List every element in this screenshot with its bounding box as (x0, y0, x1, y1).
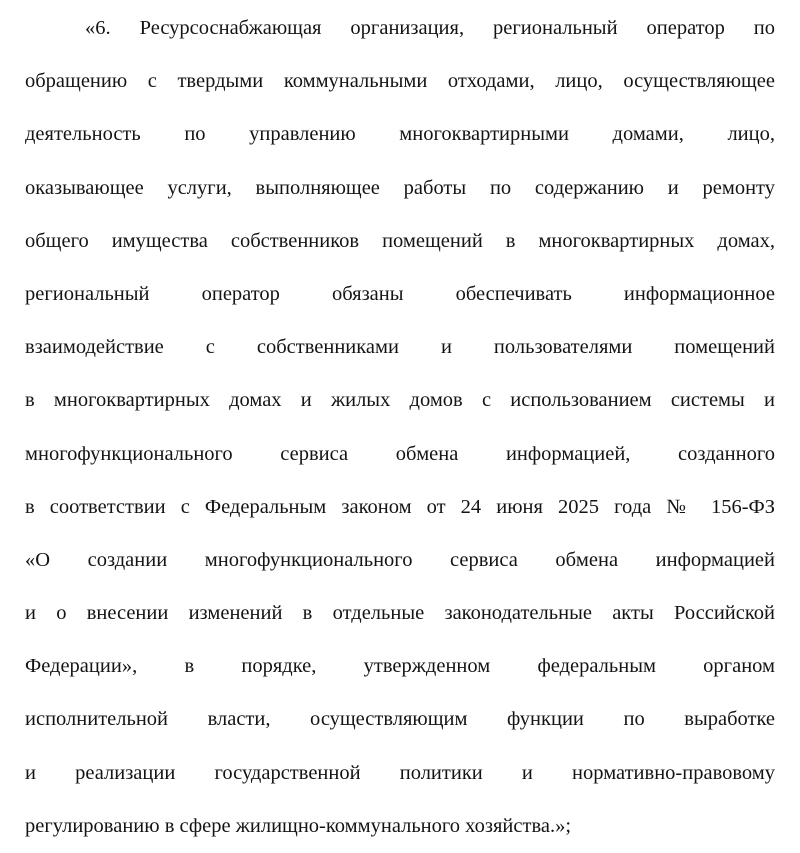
paragraph-line: исполнительной власти, осуществляющим функции по выработке (25, 708, 775, 731)
paragraph-line: в соответствии с Федеральным законом от 24 июня 2025 года № 156-ФЗ (25, 495, 775, 518)
paragraph-line: обращению с твердыми коммунальными отходами, лицо, осуществляющее (25, 70, 775, 93)
paragraph-line: регулированию в сфере жилищно-коммунального хозяйства.»; (25, 814, 572, 837)
document-page (25, 2, 775, 853)
paragraph-line: общего имущества собственников помещений в многоквартирных домах, (25, 229, 775, 252)
legal-paragraph-6 (25, 2, 775, 853)
paragraph-line: деятельность по управлению многоквартирными домами, лицо, (25, 123, 775, 146)
paragraph-line: многофункционального сервиса обмена информацией, созданного (25, 442, 775, 465)
paragraph-line: «6. Ресурсоснабжающая организация, региональный оператор по (85, 17, 775, 39)
paragraph-line: Федерации», в порядке, утвержденном федеральным органом (25, 655, 775, 678)
paragraph-line: региональный оператор обязаны обеспечивать информационное (25, 282, 775, 305)
paragraph-line: «О создании многофункционального сервиса обмена информацией (25, 548, 775, 571)
paragraph-line: в многоквартирных домах и жилых домов с использованием системы и (25, 389, 775, 412)
paragraph-line: оказывающее услуги, выполняющее работы по содержанию и ремонту (25, 176, 775, 199)
paragraph-line: и о внесении изменений в отдельные законодательные акты Российской (25, 602, 775, 625)
paragraph-line: и реализации государственной политики и нормативно-правовому (25, 761, 775, 784)
paragraph-line: взаимодействие с собственниками и пользователями помещений (25, 336, 775, 359)
